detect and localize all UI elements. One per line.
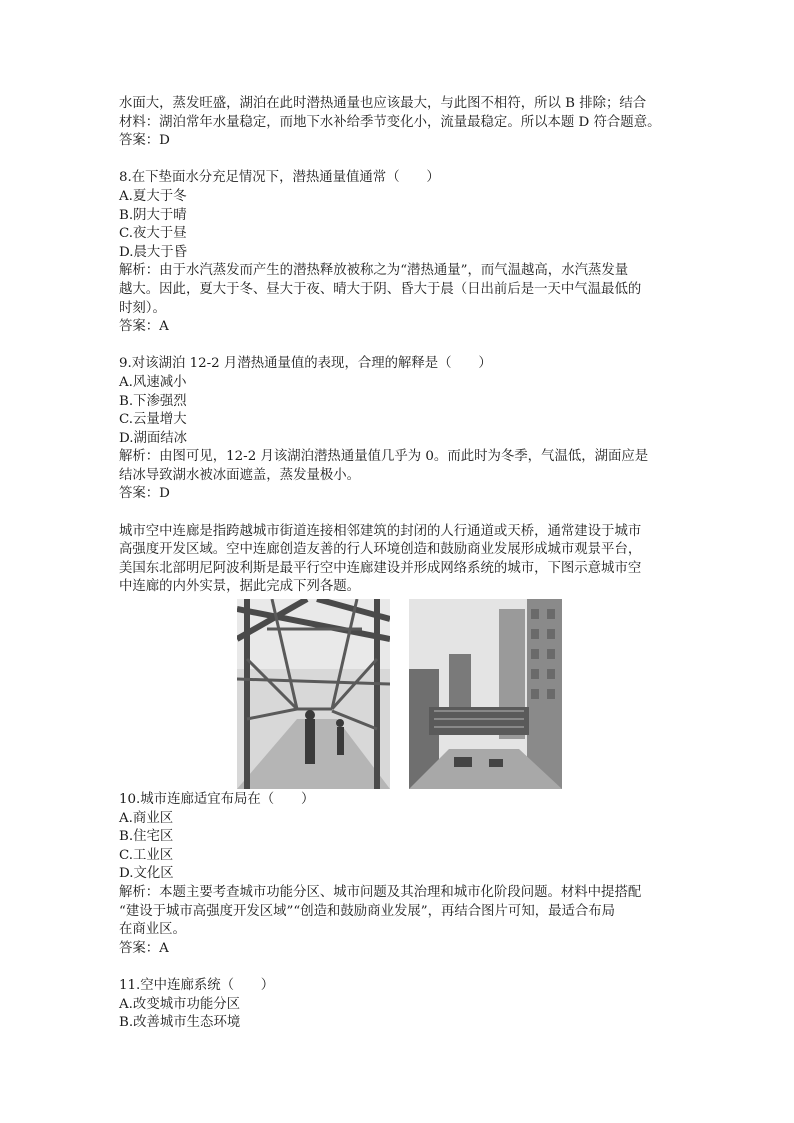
q10-explanation-line: “建设于城市高强度开发区域”“创造和鼓励商业发展”，再结合图片可知，最适合布局 (119, 903, 616, 919)
skywalk-photos (119, 599, 679, 791)
q10-answer: 答案：A (119, 940, 169, 956)
q7-explanation-line: 水面大，蒸发旺盛，湖泊在此时潜热通量也应该最大，与此图不相符，所以 B 排除；结合 (119, 96, 647, 111)
q9-stem: 9.对该湖泊 12-2 月潜热通量值的表现，合理的解释是（ ） (119, 356, 492, 372)
passage-line: 城市空中连廊是指跨越城市街道连接相邻建筑的封闭的人行通道或天桥，通常建设于城市 (119, 523, 642, 539)
q7-explanation-line: 材料：湖泊常年水量稳定，而地下水补给季节变化小，流量最稳定。所以本题 D 符合题意。 (119, 114, 661, 130)
q9-explanation-line: 解析：由图可见，12-2 月该湖泊潜热通量值几乎为 0。而此时为冬季，气温低，湖面应是 (119, 449, 649, 465)
passage-line: 中连廊的内外实景，据此完成下列各题。 (119, 579, 361, 595)
q8-option-c: C.夜大于昼 (119, 226, 187, 242)
passage-line: 高强度开发区域。空中连廊创造友善的行人环境创造和鼓励商业发展形成城市观景平台， (119, 542, 642, 558)
q10-option-a: A.商业区 (119, 810, 174, 826)
q7-answer: 答案：D (119, 133, 170, 149)
q8-answer: 答案：A (119, 319, 169, 335)
q9-option-c: C.云量增大 (119, 412, 187, 428)
q10-stem: 10.城市连廊适宜布局在（ ） (119, 792, 315, 808)
passage-line: 美国东北部明尼阿波利斯是最平行空中连廊建设并形成网络系统的城市，下图示意城市空 (119, 560, 642, 576)
q11-option-b: B.改善城市生态环境 (119, 1015, 241, 1031)
q9-option-d: D.湖面结冰 (119, 430, 188, 446)
q8-option-d: D.晨大于昏 (119, 244, 188, 260)
q8-explanation-line: 时刻）。 (119, 300, 166, 316)
q10-explanation-line: 在商业区。 (119, 922, 186, 938)
skywalk-interior-photo (237, 599, 390, 789)
q8-option-a: A.夏大于冬 (119, 188, 187, 204)
q9-explanation-line: 结冰导致湖水被冰面遮盖，蒸发量极小。 (119, 467, 361, 483)
q11-stem: 11.空中连廊系统（ ） (119, 977, 275, 993)
q9-option-a: A.风速减小 (119, 374, 187, 390)
q10-explanation-line: 解析：本题主要考查城市功能分区、城市问题及其治理和城市化阶段问题。材料中提搭配 (119, 885, 642, 900)
q8-option-b: B.阴大于晴 (119, 207, 187, 223)
q9-answer: 答案：D (119, 486, 170, 502)
q8-explanation-line: 解析：由于水汽蒸发而产生的潜热释放被称之为“潜热通量”，而气温越高，水汽蒸发量 (119, 263, 629, 279)
q10-option-d: D.文化区 (119, 866, 174, 882)
skywalk-exterior-photo (409, 599, 562, 789)
q10-option-b: B.住宅区 (119, 829, 174, 845)
q8-stem: 8.在下垫面水分充足情况下，潜热通量值通常（ ） (119, 170, 440, 186)
q10-option-c: C.工业区 (119, 847, 174, 863)
q8-explanation-line: 越大。因此，夏大于冬、昼大于夜、晴大于阴、昏大于晨（日出前后是一天中气温最低的 (119, 281, 642, 297)
document-page (119, 95, 679, 1033)
q11-option-a: A.改变城市功能分区 (119, 996, 241, 1012)
q9-option-b: B.下渗强烈 (119, 393, 187, 409)
